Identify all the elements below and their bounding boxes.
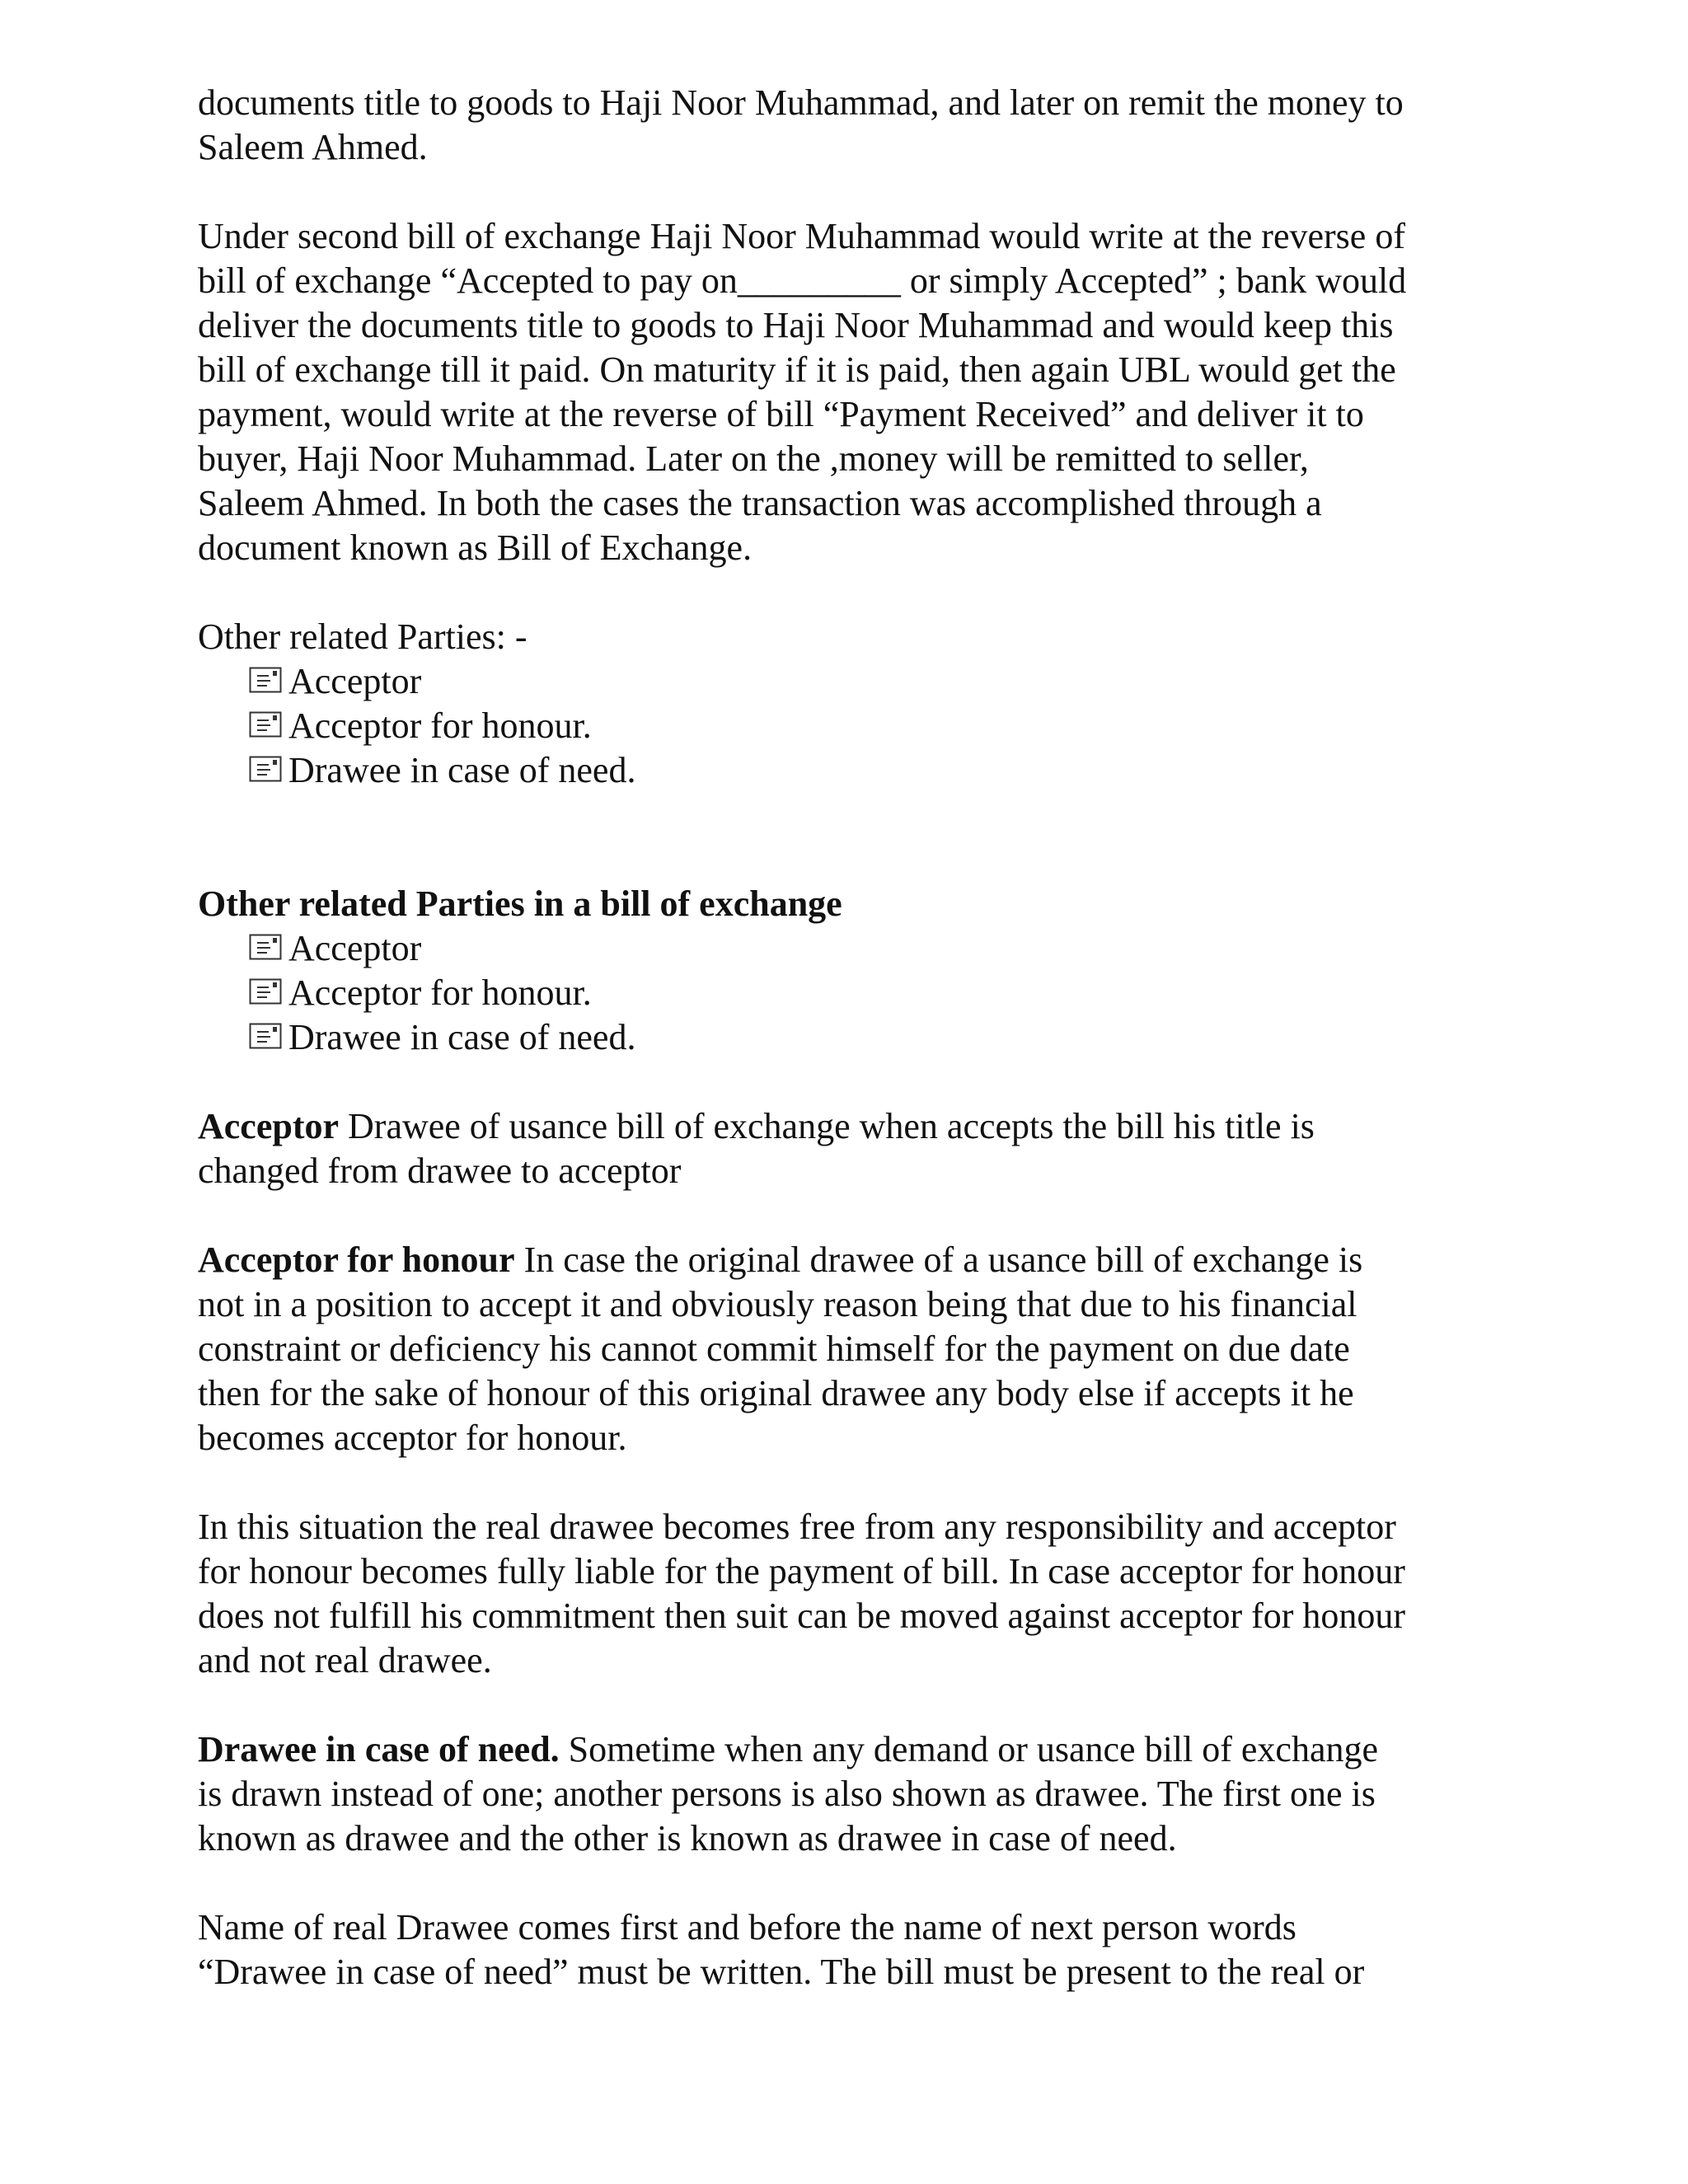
section-heading: Other related Parties in a bill of exchange (198, 883, 842, 924)
list-item (249, 1015, 1500, 1060)
list-item-label: Acceptor (288, 928, 422, 968)
list-item (249, 926, 1500, 971)
list-item-label: Acceptor for honour. (288, 972, 592, 1013)
definition-acceptor-for-honour: In case the original drawee of a usance bill of exchange is not in a position to accept it and obviously reason being that due to his financial constraint or deficiency his cannot commit himself for the payment on due date then for the sake of honour of this original drawee any body else if accepts it he becomes acceptor for honour. (198, 1240, 1363, 1458)
list-intro: Other related Parties: - (198, 616, 528, 657)
paragraph-situation: In this situation the real drawee becomes free from any responsibility and acceptor for honour becomes fully liable for the payment of bill. In case acceptor for honour does not fulfill his commitment then suit can be moved against acceptor for honour and not real drawee. (198, 1507, 1406, 1680)
definition-acceptor: Drawee of usance bill of exchange when accepts the bill his title is changed from drawee to acceptor (198, 1106, 1315, 1191)
document-bullet-icon (249, 1023, 282, 1049)
document-bullet-icon (249, 711, 282, 738)
list-item-label: Acceptor for honour. (288, 705, 592, 746)
document-body (198, 81, 1500, 1994)
list-item (249, 704, 1500, 748)
list-item-label: Drawee in case of need. (288, 750, 636, 790)
paragraph-name-of-real-drawee: Name of real Drawee comes first and before the name of next person words “Drawee in case of need” must be written. The bill must be present to the real or (198, 1907, 1365, 1992)
paragraph-acceptor-for-honour (198, 1238, 1500, 1460)
list-item (249, 748, 1500, 793)
paragraph-documents-title: documents title to goods to Haji Noor Muhammad, and later on remit the money to Saleem Ahmed. (198, 82, 1404, 167)
document-bullet-icon (249, 756, 282, 782)
related-parties-list-2 (198, 926, 1500, 1060)
definition-drawee-in-case-of-need: Sometime when any demand or usance bill of exchange is drawn instead of one; another persons is also shown as drawee. The first one is known as drawee and the other is known as drawee in case of need. (198, 1729, 1379, 1858)
document-bullet-icon (249, 667, 282, 693)
list-item (249, 971, 1500, 1015)
list-item-label: Acceptor (288, 661, 422, 701)
term-acceptor-for-honour: Acceptor for honour (198, 1240, 515, 1280)
paragraph-drawee-in-case-of-need (198, 1727, 1500, 1861)
paragraph-acceptor (198, 1104, 1500, 1193)
list-item-label: Drawee in case of need. (288, 1017, 636, 1057)
term-drawee-in-case-of-need: Drawee in case of need. (198, 1729, 560, 1769)
document-bullet-icon (249, 978, 282, 1005)
term-acceptor: Acceptor (198, 1106, 340, 1146)
document-bullet-icon (249, 934, 282, 960)
paragraph-second-bill: Under second bill of exchange Haji Noor Muhammad would write at the reverse of bill of exchange “Accepted to pay on_________ or simply Accepted” ; bank would deliver the documents title to goods to Haji Noor Muhammad and would keep this bill of exchange till it paid. On maturity if it is paid, then again UBL would get the payment, would write at the reverse of bill “Payment Received” and deliver it to buyer, Haji Noor Muhammad. Later on the ,money will be remitted to seller, Saleem Ahmed. In both the cases the transaction was accomplished through a document known as Bill of Exchange. (198, 216, 1407, 568)
list-item (249, 659, 1500, 704)
related-parties-list (198, 659, 1500, 793)
